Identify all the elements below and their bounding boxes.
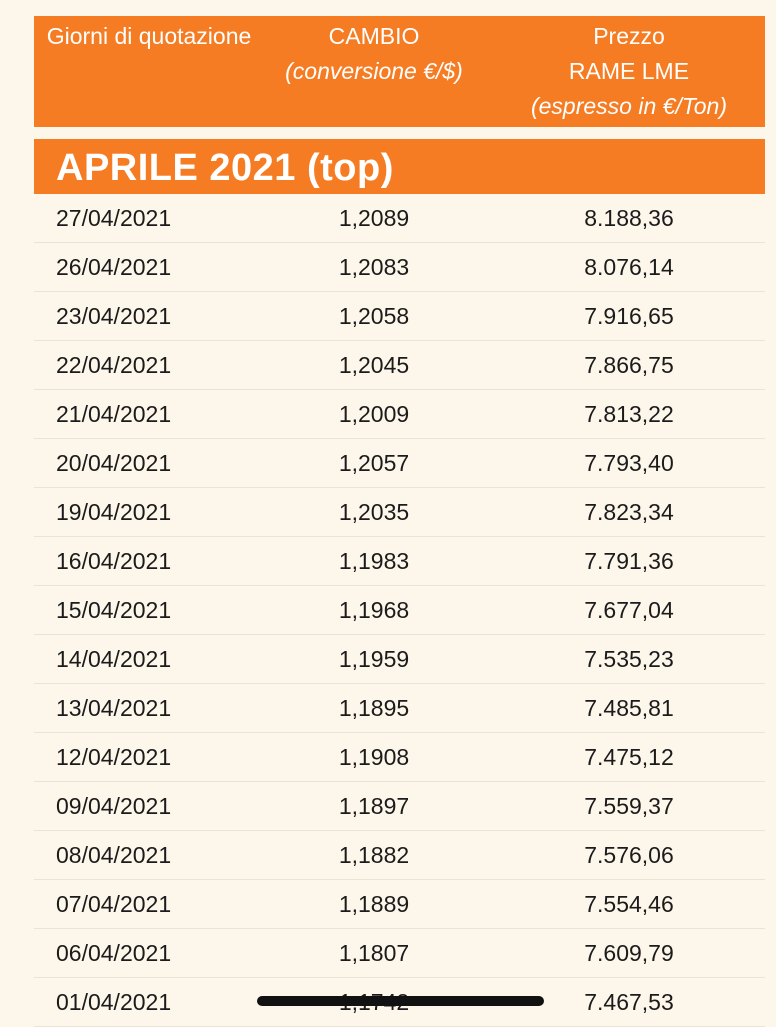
table-row xyxy=(34,439,765,488)
column-header-price-label-2: RAME LME xyxy=(568,58,690,84)
column-header-price-label: Prezzo xyxy=(593,23,665,49)
date-cell: 15/04/2021 xyxy=(56,597,172,623)
price-cell: 7.467,53 xyxy=(584,989,674,1015)
date-cell: 07/04/2021 xyxy=(56,891,172,917)
column-header-date xyxy=(34,19,264,54)
date-cell: 26/04/2021 xyxy=(56,254,172,280)
rate-cell: 1,2009 xyxy=(338,401,410,427)
table-row xyxy=(34,243,765,292)
table-row xyxy=(34,831,765,880)
date-cell: 13/04/2021 xyxy=(56,695,172,721)
column-header-date-label: Giorni di quotazione xyxy=(46,23,252,49)
column-header-price xyxy=(504,19,754,124)
price-cell: 7.609,79 xyxy=(584,940,674,966)
price-cell: 7.554,46 xyxy=(584,891,674,917)
table-row xyxy=(34,635,765,684)
column-header-price-sublabel: (espresso in €/Ton) xyxy=(530,93,728,119)
table-row xyxy=(34,341,765,390)
price-cell: 7.535,23 xyxy=(584,646,674,672)
date-cell: 14/04/2021 xyxy=(56,646,172,672)
price-cell: 7.475,12 xyxy=(584,744,674,770)
date-cell: 19/04/2021 xyxy=(56,499,172,525)
rate-cell: 1,1889 xyxy=(338,891,410,917)
table-row xyxy=(34,586,765,635)
home-indicator-bar[interactable] xyxy=(257,996,544,1006)
rate-cell: 1,2035 xyxy=(338,499,410,525)
price-cell: 7.866,75 xyxy=(584,352,674,378)
rate-cell: 1,1882 xyxy=(338,842,410,868)
price-cell: 7.791,36 xyxy=(584,548,674,574)
table-row xyxy=(34,194,765,243)
rate-cell: 1,1895 xyxy=(338,695,410,721)
date-cell: 23/04/2021 xyxy=(56,303,172,329)
date-cell: 06/04/2021 xyxy=(56,940,172,966)
price-cell: 7.576,06 xyxy=(584,842,674,868)
table-header xyxy=(34,16,765,127)
table-row xyxy=(34,292,765,341)
quotation-table-body xyxy=(34,194,765,1027)
rate-cell: 1,1983 xyxy=(338,548,410,574)
rate-cell: 1,2057 xyxy=(338,450,410,476)
rate-cell: 1,1968 xyxy=(338,597,410,623)
rate-cell: 1,2045 xyxy=(338,352,410,378)
rate-cell: 1,2089 xyxy=(338,205,410,231)
column-header-rate-sublabel: (conversione €/$) xyxy=(285,58,463,84)
table-row xyxy=(34,880,765,929)
rate-cell: 1,2058 xyxy=(338,303,410,329)
table-row xyxy=(34,733,765,782)
price-cell: 7.485,81 xyxy=(584,695,674,721)
date-cell: 01/04/2021 xyxy=(56,989,172,1015)
price-cell: 8.188,36 xyxy=(584,205,674,231)
price-cell: 7.677,04 xyxy=(584,597,674,623)
column-header-rate xyxy=(274,19,474,89)
table-row xyxy=(34,488,765,537)
date-cell: 16/04/2021 xyxy=(56,548,172,574)
date-cell: 27/04/2021 xyxy=(56,205,172,231)
column-header-rate-label: CAMBIO xyxy=(328,23,420,49)
date-cell: 20/04/2021 xyxy=(56,450,172,476)
date-cell: 09/04/2021 xyxy=(56,793,172,819)
price-cell: 8.076,14 xyxy=(584,254,674,280)
rate-cell: 1,1959 xyxy=(338,646,410,672)
month-section-header xyxy=(34,139,765,194)
date-cell: 21/04/2021 xyxy=(56,401,172,427)
price-cell: 7.559,37 xyxy=(584,793,674,819)
date-cell: 08/04/2021 xyxy=(56,842,172,868)
table-row xyxy=(34,782,765,831)
rate-cell: 1,1897 xyxy=(338,793,410,819)
table-row xyxy=(34,929,765,978)
date-cell: 22/04/2021 xyxy=(56,352,172,378)
table-row xyxy=(34,537,765,586)
price-cell: 7.823,34 xyxy=(584,499,674,525)
price-cell: 7.793,40 xyxy=(584,450,674,476)
table-row xyxy=(34,684,765,733)
date-cell: 12/04/2021 xyxy=(56,744,172,770)
rate-cell: 1,1908 xyxy=(338,744,410,770)
table-row xyxy=(34,390,765,439)
month-title: APRILE 2021 (top) xyxy=(56,147,394,189)
rate-cell: 1,1807 xyxy=(338,940,410,966)
rate-cell: 1,2083 xyxy=(338,254,410,280)
price-cell: 7.916,65 xyxy=(584,303,674,329)
price-cell: 7.813,22 xyxy=(584,401,674,427)
